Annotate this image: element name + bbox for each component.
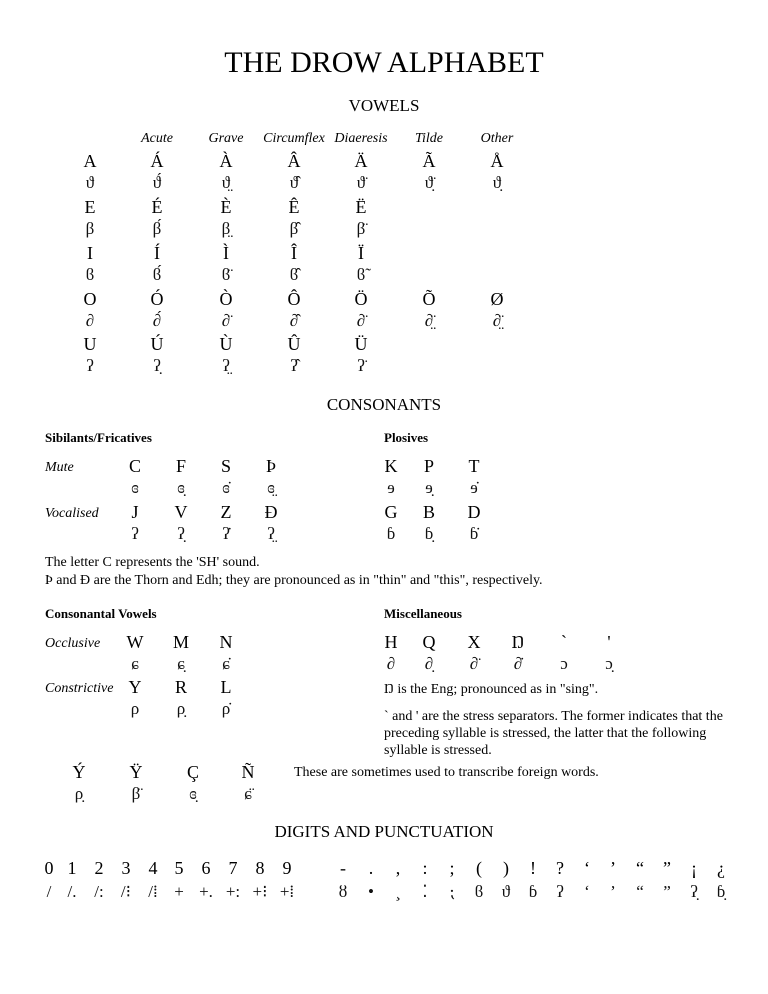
vowel-glyph: ʔ̈ <box>357 356 365 375</box>
sibilant-glyph: ɞ̇ <box>222 478 230 497</box>
digit-glyph: /⁞ <box>148 882 158 901</box>
vowel-letter: A <box>83 151 97 171</box>
vowel-letter: Û <box>287 334 301 354</box>
punctuation-glyph: ɓ̣ <box>716 882 726 901</box>
plosive-letter: K <box>384 456 398 476</box>
cv-glyph: ɕ̣ <box>177 654 185 673</box>
punctuation: ( <box>476 858 482 878</box>
plosive-letter: G <box>384 502 398 522</box>
misc-glyph: ∂̈ <box>469 654 479 673</box>
cv-letter: R <box>174 677 187 697</box>
vowel-glyph: ∂̤̈ <box>424 311 434 330</box>
vowel-letter: Ú <box>150 334 164 354</box>
misc-letter: H <box>384 632 398 652</box>
vowel-letter: Ü <box>354 334 368 354</box>
punctuation: ! <box>530 858 536 878</box>
vowel-letter: I <box>87 243 93 263</box>
sibilant-glyph: ɞ̣ <box>177 478 185 497</box>
vowel-glyph: ϑ̈ <box>356 173 366 192</box>
misc-glyph: ∂ <box>386 654 396 673</box>
vowel-letter: Ø <box>490 289 504 309</box>
cv-glyph: ρ̇ <box>221 699 231 718</box>
foreign-glyph: ρ̣ <box>74 784 84 803</box>
vowel-glyph: ∂ <box>85 311 95 330</box>
punctuation-glyph: ʔ <box>556 882 564 901</box>
sibilant-glyph: ɞ <box>131 478 139 497</box>
digit-glyph: +: <box>225 882 241 901</box>
vowel-letter: Ö <box>354 289 368 309</box>
punctuation-glyph: • <box>368 882 374 901</box>
vowel-letter: Ë <box>355 197 367 217</box>
note-stress: ` and ' are the stress separators. The former indicates that the preceding syllable is stressed, the latter that the following syllable is stressed. <box>384 709 723 758</box>
punctuation-glyph: ʔ̣ <box>690 882 698 901</box>
digit: 6 <box>201 858 211 878</box>
sibilant-glyph: ʔ̇ <box>222 524 230 543</box>
punctuation: : <box>422 858 428 878</box>
vowel-glyph: ϑ <box>85 173 95 192</box>
digit: 1 <box>67 858 77 878</box>
misc-heading: Miscellaneous <box>384 606 462 621</box>
sibilant-glyph: ʔ <box>131 524 139 543</box>
vowel-glyph: ϐ̈ <box>221 265 231 284</box>
vowel-glyph: β̤ <box>221 219 231 238</box>
digit-glyph: +⁝ <box>252 882 268 901</box>
misc-letter: Ŋ <box>511 632 525 652</box>
cv-letter: N <box>219 632 233 652</box>
note-foreign: These are sometimes used to transcribe foreign words. <box>294 765 599 780</box>
plosive-glyph: ɘ̣ <box>425 478 433 497</box>
cv-letter: M <box>172 632 189 652</box>
cv-letter: W <box>126 632 144 652</box>
punctuation-glyph: ‘ <box>584 882 590 901</box>
vowel-glyph: ∂̂ <box>289 311 299 330</box>
plosive-letter: B <box>422 502 435 522</box>
digit: 2 <box>94 858 104 878</box>
punctuation: ? <box>556 858 564 878</box>
misc-letter: X <box>467 632 481 652</box>
digit: 0 <box>44 858 54 878</box>
plosive-letter: T <box>468 456 480 476</box>
punctuation: ) <box>503 858 509 878</box>
punctuation: ; <box>449 858 455 878</box>
cv-glyph: ρ̣ <box>176 699 186 718</box>
vowel-letter: É <box>151 197 163 217</box>
sibilant-letter: J <box>131 502 139 522</box>
vowel-letter: Ï <box>358 243 364 263</box>
punctuation: ¿ <box>717 858 725 878</box>
vowel-glyph: ʔ̂ <box>290 356 298 375</box>
digit-glyph: /⁝ <box>120 882 132 901</box>
foreign-glyph: ɕ̈ <box>244 784 252 803</box>
digit: 9 <box>282 858 292 878</box>
col-circumflex: Circumflex <box>263 131 325 146</box>
vowel-glyph: β̂ <box>289 219 299 238</box>
misc-letter: ' <box>607 632 611 652</box>
vowel-letter: Ê <box>288 197 300 217</box>
sibilant-glyph: ʔ̣ <box>177 524 185 543</box>
punctuation-glyph: ¸ <box>395 882 401 901</box>
mute-label: Mute <box>45 460 74 475</box>
plosives-heading: Plosives <box>384 430 429 445</box>
plosive-glyph: ɓ <box>386 524 396 543</box>
punctuation-glyph: ⁚ <box>422 882 428 901</box>
vowel-letter: Ã <box>422 151 436 171</box>
constrictive-label: Constrictive <box>45 681 114 696</box>
vowel-glyph: ʔ̣ <box>153 356 161 375</box>
vowel-letter: Î <box>291 243 297 263</box>
col-diaeresis: Diaeresis <box>334 131 388 146</box>
misc-glyph: ɔ̣ <box>605 654 613 673</box>
digit: 3 <box>121 858 131 878</box>
vowel-letter: Ä <box>354 151 368 171</box>
foreign-glyph: β̈ <box>131 784 141 803</box>
vowel-letter: O <box>83 289 97 309</box>
col-acute: Acute <box>141 131 173 146</box>
note-eng: Ŋ is the Eng; pronounced as in "sing". <box>384 682 599 697</box>
misc-glyph: ɔ <box>560 654 568 673</box>
digit-glyph: +. <box>199 882 213 901</box>
sibilant-glyph: ʔ̤ <box>267 524 275 543</box>
punctuation-glyph: ⁏ <box>449 882 455 901</box>
vowel-letter: Ù <box>219 334 233 354</box>
vowel-letter: È <box>220 197 232 217</box>
vowel-glyph: ʔ̤ <box>222 356 230 375</box>
sibilant-letter: Z <box>220 502 232 522</box>
digit: 8 <box>255 858 265 878</box>
vowel-glyph: ʔ <box>86 356 94 375</box>
plosive-glyph: ɓ̇ <box>469 524 479 543</box>
vowel-letter: Å <box>490 151 504 171</box>
col-other: Other <box>480 131 514 146</box>
vowel-letter: Õ <box>422 289 436 309</box>
vowel-letter: Ó <box>150 289 164 309</box>
vowel-glyph: ϑ̂ <box>289 173 299 192</box>
vowel-glyph: ϐ́ <box>152 265 162 284</box>
punctuation-glyph: ’ <box>610 882 616 901</box>
punctuation: - <box>340 858 346 878</box>
vowel-glyph: ϑ̤ <box>221 173 231 192</box>
vowel-glyph: ∂́ <box>152 311 162 330</box>
punctuation-glyph: ϑ <box>501 882 511 901</box>
consonants-heading: CONSONANTS <box>326 395 442 414</box>
punctuation-glyph: ȣ <box>338 882 348 901</box>
vowel-glyph: ∂̈ <box>221 311 231 330</box>
punctuation: ‘ <box>584 858 590 878</box>
digit-glyph: + <box>174 882 184 901</box>
vowel-glyph: ϐ̃ <box>356 265 366 284</box>
digits-heading: DIGITS AND PUNCTUATION <box>274 822 494 841</box>
plosive-glyph: ɓ̣ <box>424 524 434 543</box>
note-thorn-edh: Þ and Đ are the Thorn and Edh; they are pronounced as in "thin" and "this", respectively. <box>45 573 543 588</box>
vowel-letter: U <box>83 334 97 354</box>
note-c-sound: The letter C represents the 'SH' sound. <box>45 555 260 570</box>
col-tilde: Tilde <box>414 131 443 146</box>
vowel-glyph: ϐ̂ <box>289 265 299 284</box>
vowel-letter: Ô <box>287 289 301 309</box>
punctuation: , <box>395 858 401 878</box>
sibilant-letter: V <box>174 502 188 522</box>
sibilant-letter: C <box>128 456 141 476</box>
punctuation-glyph: ” <box>663 882 671 901</box>
digit: 7 <box>228 858 238 878</box>
foreign-letter: Ý <box>72 762 86 782</box>
foreign-letter: Ñ <box>241 762 255 782</box>
cv-letter: L <box>220 677 232 697</box>
sibilant-letter: Đ <box>264 502 278 522</box>
punctuation: ’ <box>610 858 616 878</box>
misc-glyph: ∂̣ <box>424 654 434 673</box>
vocalised-label: Vocalised <box>45 506 99 521</box>
plosive-glyph: ɘ <box>387 478 395 497</box>
punctuation-glyph: “ <box>636 882 644 901</box>
consonantal-vowels-heading: Consonantal Vowels <box>45 606 157 621</box>
digit-glyph: /: <box>94 882 104 901</box>
plosive-glyph: ɘ̇ <box>470 478 478 497</box>
misc-letter: Q <box>422 632 436 652</box>
sibilant-letter: Þ <box>265 456 276 476</box>
vowel-glyph: ϑ́ <box>152 173 162 192</box>
foreign-letter: Ÿ <box>129 762 143 782</box>
cv-glyph: ρ <box>130 699 140 718</box>
vowel-glyph: ϐ <box>85 265 95 284</box>
punctuation-glyph: ɓ <box>528 882 538 901</box>
punctuation: ¡ <box>691 858 697 878</box>
vowel-glyph: β̈ <box>356 219 366 238</box>
misc-glyph: ∂̇ <box>513 654 523 673</box>
vowel-letter: Ò <box>219 289 233 309</box>
sibilant-letter: S <box>220 456 231 476</box>
vowel-letter: À <box>219 151 233 171</box>
vowel-letter: Â <box>287 151 301 171</box>
foreign-glyph: ɞ̣ <box>189 784 197 803</box>
digit: 4 <box>148 858 158 878</box>
vowel-glyph: ∂̤̈ <box>492 311 502 330</box>
cv-letter: Y <box>128 677 142 697</box>
cv-glyph: ɕ <box>131 654 139 673</box>
vowels-heading: VOWELS <box>348 96 420 115</box>
vowel-glyph: ϑ̣̈ <box>424 173 434 192</box>
digit: 5 <box>174 858 184 878</box>
punctuation: ” <box>663 858 671 878</box>
vowel-glyph: ∂̈ <box>356 311 366 330</box>
digit-glyph: +⁞ <box>279 882 295 901</box>
plosive-letter: P <box>423 456 434 476</box>
digit-glyph: /. <box>67 882 77 901</box>
sibilant-letter: F <box>175 456 186 476</box>
misc-letter: ` <box>561 632 567 652</box>
vowel-letter: Á <box>150 151 164 171</box>
punctuation: “ <box>636 858 644 878</box>
vowel-letter: E <box>84 197 96 217</box>
vowel-glyph: ϑ̣ <box>492 173 502 192</box>
sibilants-heading: Sibilants/Fricatives <box>45 430 152 445</box>
sibilant-glyph: ɞ̤ <box>267 478 275 497</box>
cv-glyph: ɕ̇ <box>222 654 230 673</box>
digit-glyph: / <box>46 882 52 901</box>
plosive-letter: D <box>467 502 481 522</box>
punctuation-glyph: ϐ <box>474 882 484 901</box>
vowel-letter: Ì <box>223 243 229 263</box>
vowel-letter: Í <box>154 243 160 263</box>
vowel-glyph: β́ <box>152 219 162 238</box>
vowel-glyph: β <box>85 219 95 238</box>
occlusive-label: Occlusive <box>45 636 101 651</box>
col-grave: Grave <box>208 131 244 146</box>
foreign-letter: Ç <box>186 762 199 782</box>
page-title: THE DROW ALPHABET <box>224 46 544 79</box>
punctuation: . <box>368 858 374 878</box>
